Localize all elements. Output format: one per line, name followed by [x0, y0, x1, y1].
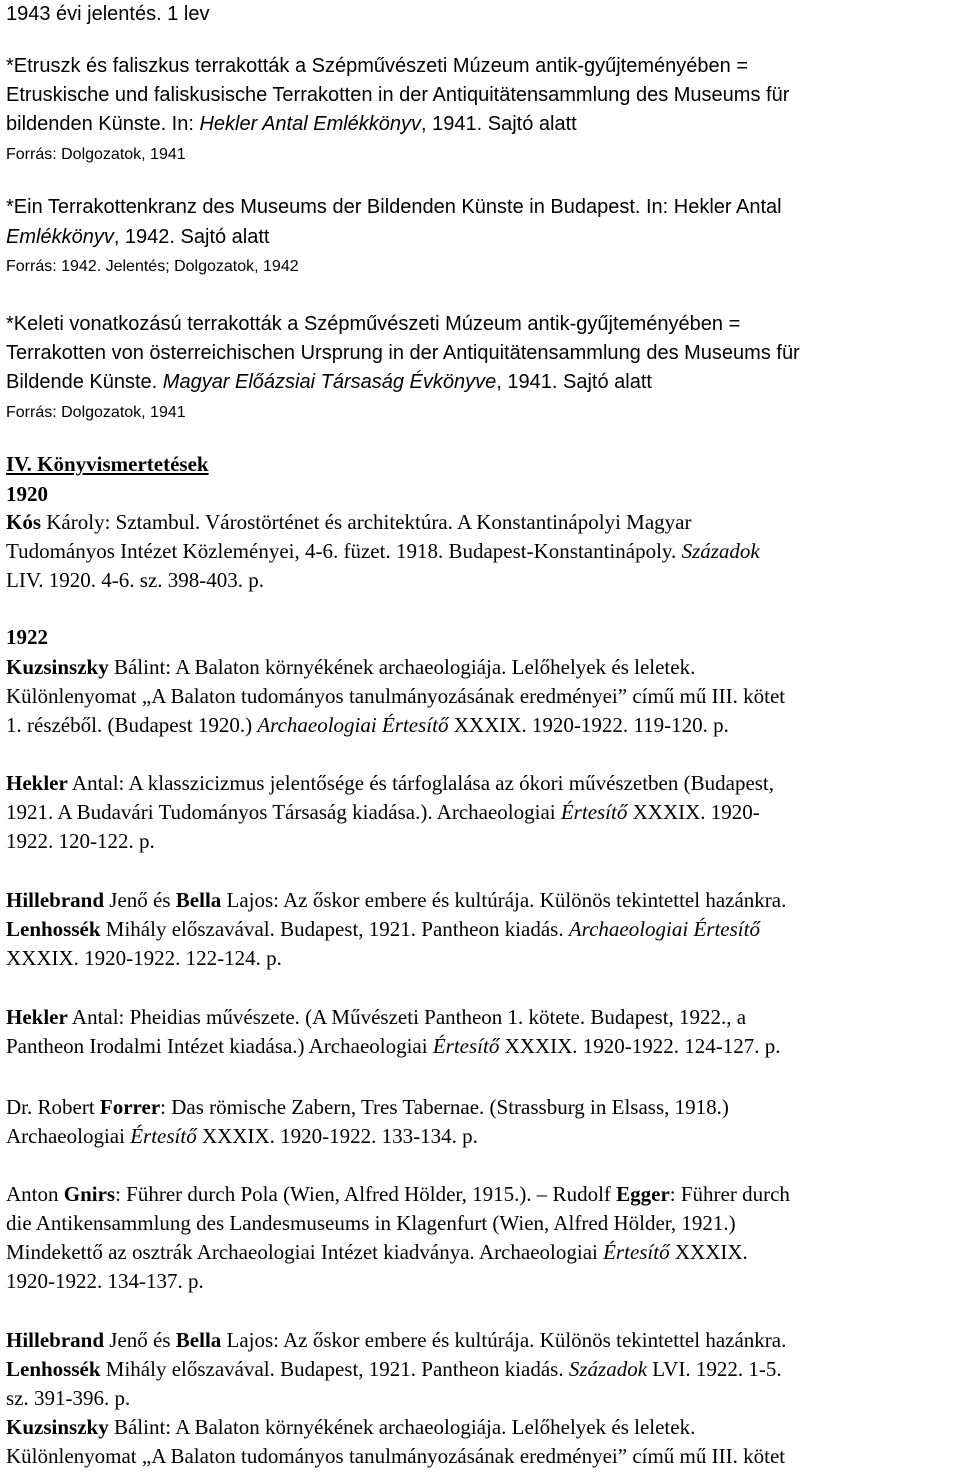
review-3-line: 1922. 120-122. p. — [6, 829, 155, 853]
author-name: Hillebrand — [6, 888, 105, 912]
review-7-line: Anton Gnirs: Führer durch Pola (Wien, Alfred Hölder, 1915.). – Rudolf Egger: Führer durch — [6, 1182, 790, 1206]
author-name: Bella — [175, 1328, 222, 1352]
entry-2-line: Emlékkönyv, 1942. Sajtó alatt — [6, 226, 270, 248]
review-7-line: die Antikensammlung des Landesmuseums in Klagenfurt (Wien, Alfred Hölder, 1921.) — [6, 1211, 736, 1235]
entry-3-source: Forrás: Dolgozatok, 1941 — [6, 404, 186, 421]
entry-3-line: Bildende Künste. Magyar Előázsiai Társaság Évkönyve, 1941. Sajtó alatt — [6, 371, 652, 393]
review-3-line: Hekler Antal: A klasszicizmus jelentősége és tárfoglalása az ókori művészetben (Budapest, — [6, 771, 775, 795]
review-2-line: Kuzsinszky Bálint: A Balaton környékének archaeologiája. Lelőhelyek és leletek. — [6, 655, 696, 679]
author-name: Egger — [616, 1182, 670, 1206]
review-8-line: sz. 391-396. p. — [6, 1386, 131, 1410]
author-name: Lenhossék — [6, 917, 101, 941]
review-8-line: Lenhossék Mihály előszavával. Budapest, 1921. Pantheon kiadás. Századok LVI. 1922. 1-5. — [6, 1357, 782, 1381]
author-name: Bella — [175, 888, 222, 912]
year-heading: 1922 — [6, 625, 48, 649]
review-2-line: 1. részéből. (Budapest 1920.) Archaeologiai Értesítő XXXIX. 1920-1922. 119-120. p. — [6, 713, 729, 737]
author-name: Kuzsinszky — [6, 655, 109, 679]
author-name: Lenhossék — [6, 1357, 101, 1381]
journal-title: Hekler Antal Emlékkönyv — [199, 113, 422, 135]
review-6-line: Dr. Robert Forrer: Das römische Zabern, Tres Tabernae. (Strassburg in Elsass, 1918.) — [6, 1095, 729, 1119]
review-6-line: Archaeologiai Értesítő XXXIX. 1920-1922. 133-134. p. — [6, 1124, 478, 1148]
review-7-line: 1920-1922. 134-137. p. — [6, 1269, 204, 1293]
review-8-line: Hillebrand Jenő és Bella Lajos: Az őskor embere és kultúrája. Különös tekintettel hazánkra. — [6, 1328, 787, 1352]
entry-1-line: bildenden Künste. In: Hekler Antal Emlékkönyv, 1941. Sajtó alatt — [6, 113, 577, 135]
journal-title: Archaeologiai Értesítő — [568, 917, 760, 941]
entry-1-line: *Etruszk és faliszkus terrakották a Szépművészeti Múzeum antik-gyűjteményében = — [6, 55, 748, 77]
author-name: Kós — [6, 510, 42, 534]
review-7-line: Mindekettő az osztrák Archaeologiai Intézet kiadványa. Archaeologiai Értesítő XXXIX. — [6, 1240, 748, 1264]
entry-1-source: Forrás: Dolgozatok, 1941 — [6, 146, 186, 163]
review-1-line: Kós Károly: Sztambul. Várostörténet és architektúra. A Konstantinápolyi Magyar — [6, 510, 692, 534]
journal-title: Archaeologiai Értesítő — [257, 713, 449, 737]
journal-title: Magyar Előázsiai Társaság Évkönyve — [162, 371, 497, 393]
review-9-line: Különlenyomat „A Balaton tudományos tanulmányozásának eredményei” című mű III. kötet — [6, 1444, 786, 1468]
journal-title: Értesítő — [130, 1124, 197, 1148]
review-4-line: Lenhossék Mihály előszavával. Budapest, 1921. Pantheon kiadás. Archaeologiai Értesítő — [6, 917, 760, 941]
journal-title: Értesítő — [560, 800, 628, 824]
entry-3-line: *Keleti vonatkozású terrakották a Szépművészeti Múzeum antik-gyűjteményében = — [6, 313, 741, 335]
journal-title: Századok — [568, 1357, 648, 1381]
journal-title: Értesítő — [432, 1034, 500, 1058]
review-1-line: LIV. 1920. 4-6. sz. 398-403. p. — [6, 568, 265, 592]
review-3-line: 1921. A Budavári Tudományos Társaság kiadása.). Archaeologiai Értesítő XXXIX. 1920- — [6, 800, 760, 824]
entry-3-line: Terrakotten von österreichischen Ursprung in der Antiquitätensammlung des Museums für — [6, 342, 800, 364]
entry-2-source: Forrás: 1942. Jelentés; Dolgozatok, 1942 — [6, 258, 299, 275]
author-name: Forrer — [99, 1095, 161, 1119]
review-2-line: Különlenyomat „A Balaton tudományos tanulmányozásának eredményei” című mű III. kötet — [6, 684, 786, 708]
review-4-line: Hillebrand Jenő és Bella Lajos: Az őskor embere és kultúrája. Különös tekintettel hazánkra. — [6, 888, 787, 912]
author-name: Hillebrand — [6, 1328, 105, 1352]
section-heading: IV. Könyvismertetések — [6, 452, 209, 476]
entry-1-line: Etruskische und faliskusische Terrakotten in der Antiquitätensammlung des Museums für — [6, 84, 790, 106]
review-9-line: Kuzsinszky Bálint: A Balaton környékének archaeologiája. Lelőhelyek és leletek. — [6, 1415, 696, 1439]
author-name: Kuzsinszky — [6, 1415, 109, 1439]
journal-title: Századok — [681, 539, 760, 563]
author-name: Hekler — [6, 1005, 68, 1029]
author-name: Hekler — [6, 771, 68, 795]
review-1-line: Tudományos Intézet Közleményei, 4-6. füzet. 1918. Budapest-Konstantinápoly. Századok — [6, 539, 760, 563]
review-4-line: XXXIX. 1920-1922. 122-124. p. — [6, 946, 282, 970]
year-heading: 1920 — [6, 482, 48, 506]
author-name: Gnirs — [63, 1182, 116, 1206]
review-5-line: Hekler Antal: Pheidias művészete. (A Művészeti Pantheon 1. kötete. Budapest, 1922., a — [6, 1005, 747, 1029]
journal-title: Értesítő — [603, 1240, 670, 1264]
journal-title: Emlékkönyv — [6, 226, 114, 248]
entry-2-line: *Ein Terrakottenkranz des Museums der Bildenden Künste in Budapest. In: Hekler Antal — [6, 196, 782, 218]
review-5-line: Pantheon Irodalmi Intézet kiadása.) Archaeologiai Értesítő XXXIX. 1920-1922. 124-127. p. — [6, 1034, 781, 1058]
report-header: 1943 évi jelentés. 1 lev — [6, 3, 210, 25]
